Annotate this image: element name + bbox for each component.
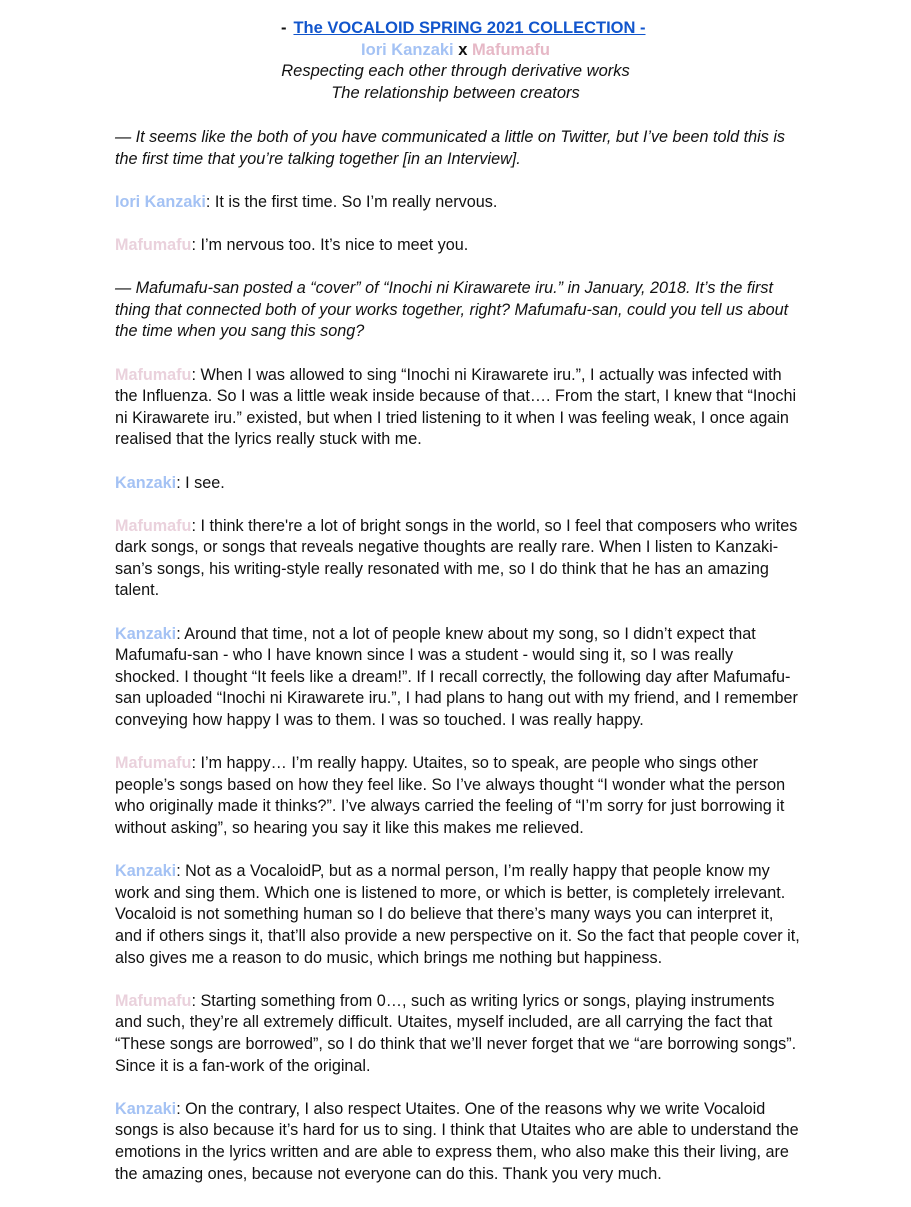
speaker-name-mafu: Mafumafu: [115, 365, 192, 384]
speaker-name-mafu: Mafumafu: [115, 516, 192, 535]
answer-text: : On the contrary, I also respect Utaites. One of the reasons why we write Vocaloid songs is also because it’s hard for us to sing. I think that Utaites who are able to understand the emotions in the lyrics written and are able to express them, who also make this their living, are the amazing ones, because not everyone can do this. Thank you very much.: [115, 1099, 799, 1183]
document-header: [0, 18, 911, 104]
speaker-name-iori: Kanzaki: [115, 862, 177, 881]
answer-text: : Around that time, not a lot of people knew about my song, so I didn’t expect that Mafumafu-san - who I have known since I was a student - would sing it, so I was really shocked. I thought “It feels like a dream!”. If I recall correctly, the following day after Mafumafu-san uploaded “Inochi ni Kirawarete iru.”, I had plans to hang out with my friend, and I remember conveying how happy I was to them. I was so touched. I was really happy.: [115, 624, 798, 730]
speaker-answer: [115, 473, 800, 495]
speaker-answer: [115, 365, 800, 451]
interview-body: [115, 127, 800, 1207]
subtitle-2: The relationship between creators: [331, 83, 580, 102]
speaker-name-iori: Kanzaki: [115, 624, 177, 643]
answer-text: : It is the first time. So I’m really nervous.: [205, 192, 498, 211]
answer-text: : I’m nervous too. It’s nice to meet you.: [191, 235, 469, 254]
subtitle-1: Respecting each other through derivative works: [281, 62, 630, 80]
speaker-name-mafu: Mafumafu: [115, 235, 192, 254]
participant-iori: Iori Kanzaki: [361, 40, 454, 59]
speaker-answer: [115, 235, 800, 257]
speaker-name-mafu: Mafumafu: [115, 991, 192, 1010]
participant-separator: x: [458, 40, 468, 59]
speaker-answer: [115, 753, 800, 839]
header-dash: -: [281, 19, 287, 37]
interviewer-question: — It seems like the both of you have communicated a little on Twitter, but I’ve been told this is the first time that you’re talking together [in an Interview].: [115, 128, 786, 168]
speaker-name-mafu: Mafumafu: [115, 754, 192, 773]
answer-text: : Starting something from 0…, such as writing lyrics or songs, playing instruments and such, they’re all extremely difficult. Utaites, myself included, are all carrying the fact that “These songs are borrowed”, so I do think that we’ll never forget that we “are borrowing songs”. Since it is a fan-work of the original.: [115, 991, 797, 1075]
speaker-answer: [115, 861, 800, 969]
speaker-answer: [115, 1099, 800, 1185]
speaker-answer: [115, 192, 800, 214]
speaker-answer: [115, 624, 800, 732]
speaker-answer: [115, 516, 800, 602]
title-line: [0, 18, 911, 40]
speaker-name-iori: Kanzaki: [115, 1099, 177, 1118]
speaker-name-iori: Kanzaki: [115, 473, 177, 492]
interviewer-question: — Mafumafu-san posted a “cover” of “Inochi ni Kirawarete iru.” in January, 2018. It’s the first thing that connected both of your works together, right? Mafumafu-san, could you tell us about the time when you sang this song?: [115, 279, 789, 341]
participant-mafumafu: Mafumafu: [472, 40, 550, 59]
speaker-name-iori: Iori Kanzaki: [115, 192, 206, 211]
participants-line: [0, 40, 911, 62]
speaker-answer: [115, 991, 800, 1077]
answer-text: : Not as a VocaloidP, but as a normal person, I’m really happy that people know my work and sing them. Which one is listened to more, or which is better, is completely irrelevant. Vocaloid is not something human so I do believe that there’s many ways you can interpret it, and if others sings it, that’ll also provide a new perspective on it. So the fact that people cover it, also gives me a reason to do music, which brings me nothing but happiness.: [115, 862, 800, 967]
answer-text: : I’m happy… I’m really happy. Utaites, so to speak, are people who sings other people’s songs based on how they feel like. So I’ve always thought “I wonder what the person who originally made it thinks?”. I’ve always carried the feeling of “I’m sorry for just borrowing it without asking”, so hearing you say it like this makes me relieved.: [115, 754, 786, 837]
answer-text: : I see.: [176, 473, 225, 492]
answer-text: : When I was allowed to sing “Inochi ni Kirawarete iru.”, I actually was infected with the Influenza. So I was a little weak inside because of that…. From the start, I knew that “Inochi ni Kirawarete iru.” existed, but when I tried listening to it when I was feeling weak, I once again realised that the lyrics really stuck with me.: [115, 365, 797, 449]
title-link[interactable]: The VOCALOID SPRING 2021 COLLECTION -: [293, 19, 646, 37]
answer-text: : I think there're a lot of bright songs in the world, so I feel that composers who writes dark songs, or songs that reveals negative thoughts are really rare. When I listen to Kanzaki-san’s songs, his writing-style really resonated with me, so I do think that he has an amazing talent.: [115, 516, 798, 600]
